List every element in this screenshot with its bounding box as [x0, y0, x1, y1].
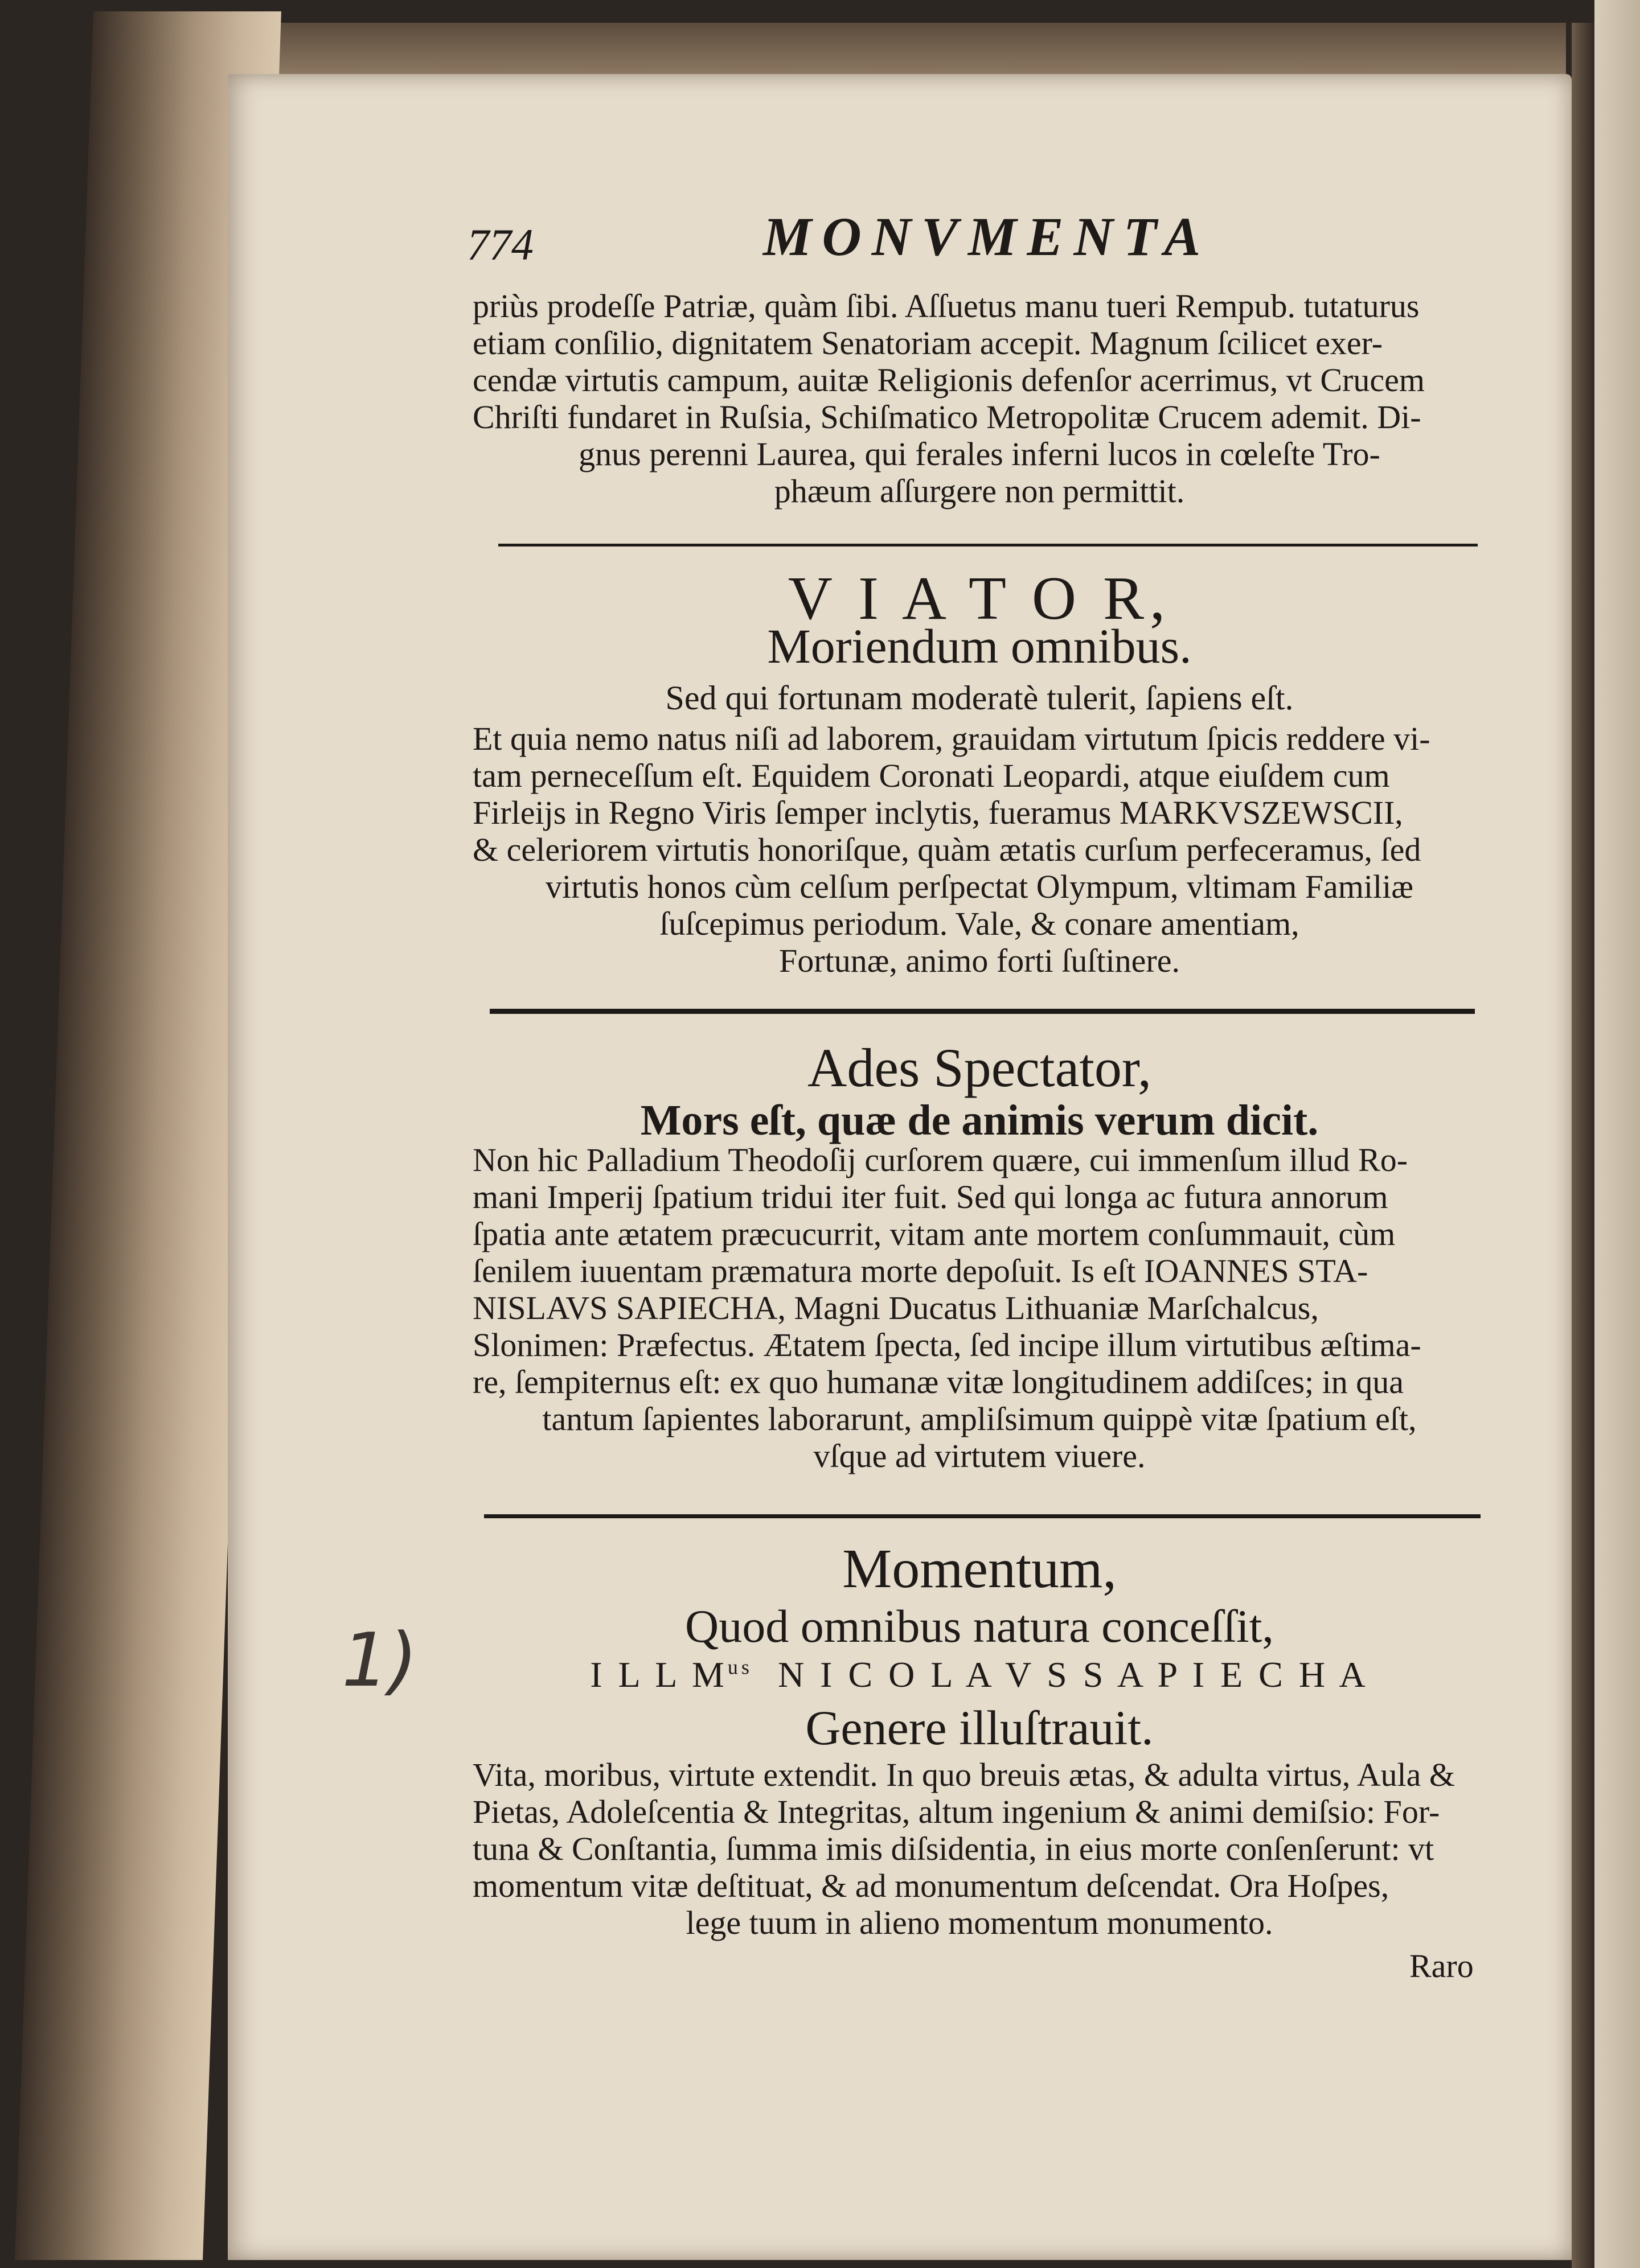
section2-line: vſque ad virtutem viuere.	[813, 1437, 1146, 1474]
section3-paragraph	[473, 1756, 1486, 1941]
intro-line: priùs prodeſſe Patriæ, quàm ſibi. Aſſuetus manu tueri Rempub. tutaturus	[473, 287, 1420, 324]
section1-paragraph	[473, 720, 1486, 979]
section3-subtitle: Quod omnibus natura conceſſit,	[685, 1600, 1274, 1652]
section2-title: Ades Spectator,	[807, 1037, 1151, 1098]
section2-line: ſenilem iuuentam præmatura morte depoſuit. Is eſt IOANNES STA-	[473, 1252, 1368, 1289]
divider-rule	[498, 544, 1478, 547]
section3-name-line	[473, 1654, 1486, 1696]
section3-line: tuna & Conſtantia, ſumma imis diſsidentia, in eius morte conſenſerunt: vt	[473, 1830, 1434, 1867]
section1-line: & celeriorem virtutis honoriſque, quàm ætatis curſum perfeceramus, ſed	[473, 831, 1421, 868]
section1-subtitle: Moriendum omnibus.	[767, 619, 1192, 673]
section2-line: re, ſempiternus eſt: ex quo humanæ vitæ longitudinem addiſces; in qua	[473, 1363, 1404, 1400]
section2-line: ſpatia ante ætatem præcucurrit, vitam ante mortem conſummauit, cùm	[473, 1215, 1396, 1252]
section1-line: Firleijs in Regno Viris ſemper inclytis, fueramus MARKVSZEWSCII,	[473, 794, 1403, 831]
section3-name-rest: N I C O L A V S S A P I E C H A	[777, 1654, 1369, 1695]
intro-line: Chriſti fundaret in Ruſsia, Schiſmatico Metropolitæ Crucem ademit. Di-	[473, 398, 1421, 435]
intro-paragraph	[473, 287, 1486, 510]
section3-line: Pietas, Adoleſcentia & Integritas, altum ingenium & animi demiſsio: For-	[473, 1793, 1440, 1830]
section1-line: Fortunæ, animo forti ſuſtinere.	[779, 942, 1180, 979]
section2-line: mani Imperij ſpatium tridui iter fuit. Sed qui longa ac futura annorum	[473, 1178, 1388, 1215]
section2-line: Non hic Palladium Theodoſij curſorem quære, cui immenſum illud Ro-	[473, 1141, 1408, 1178]
catchword: Raro	[1409, 1947, 1474, 1984]
section3-line4: Genere illuſtrauit.	[805, 1700, 1154, 1755]
facing-page-edge	[1594, 0, 1640, 2268]
intro-line: cendæ virtutis campum, auitæ Religionis defenſor acerrimus, vt Crucem	[473, 361, 1425, 398]
section2-line: tantum ſapientes laborarunt, ampliſsimum quippè vitæ ſpatium eſt,	[542, 1400, 1417, 1437]
section3-line: lege tuum in alieno momentum monumento.	[686, 1904, 1273, 1941]
section3-line: momentum vitæ deſtituat, & ad monumentum deſcendat. Ora Hoſpes,	[473, 1867, 1389, 1904]
handwritten-margin-note: 1)	[342, 1617, 418, 1703]
section2-subtitle: Mors eſt, quæ de animis verum dicit.	[640, 1096, 1319, 1144]
section3-title: Momentum,	[842, 1538, 1117, 1600]
running-title: MONVMENTA	[763, 206, 1211, 267]
divider-rule	[484, 1514, 1481, 1518]
section1-line3: Sed qui fortunam moderatè tulerit, ſapiens eſt.	[665, 679, 1294, 717]
intro-line: gnus perenni Laurea, qui ferales inferni lucos in cœleſte Tro-	[579, 435, 1380, 472]
section3-name-prefix: I L L M	[590, 1654, 728, 1695]
section2-line: NISLAVS SAPIECHA, Magni Ducatus Lithuaniæ Marſchalcus,	[473, 1289, 1319, 1326]
intro-line: phæum aſſurgere non permittit.	[774, 472, 1185, 510]
section1-line: Et quia nemo natus niſi ad laborem, grauidam virtutum ſpicis reddere vi-	[473, 720, 1430, 757]
intro-line: etiam conſilio, dignitatem Senatoriam accepit. Magnum ſcilicet exer-	[473, 324, 1383, 361]
section1-line: tam perneceſſum eſt. Equidem Coronati Leopardi, atque eiuſdem cum	[473, 757, 1390, 794]
section1-line: ſuſcepimus periodum. Vale, & conare amentiam,	[659, 905, 1299, 942]
book-gutter	[1572, 23, 1597, 2268]
section1-line: virtutis honos cùm celſum perſpectat Olympum, vltimam Familiæ	[546, 868, 1413, 905]
page-number: 774	[467, 220, 534, 269]
section2-paragraph	[473, 1141, 1486, 1474]
section3-line: Vita, moribus, virtute extendit. In quo breuis ætas, & adulta virtus, Aula &	[473, 1756, 1455, 1793]
section3-name-sup: us	[727, 1655, 753, 1679]
divider-rule	[490, 1009, 1475, 1014]
section1-title: V I A T O R,	[788, 565, 1171, 632]
section2-line: Slonimen: Præfectus. Ætatem ſpecta, ſed incipe illum virtutibus æſtima-	[473, 1326, 1421, 1363]
